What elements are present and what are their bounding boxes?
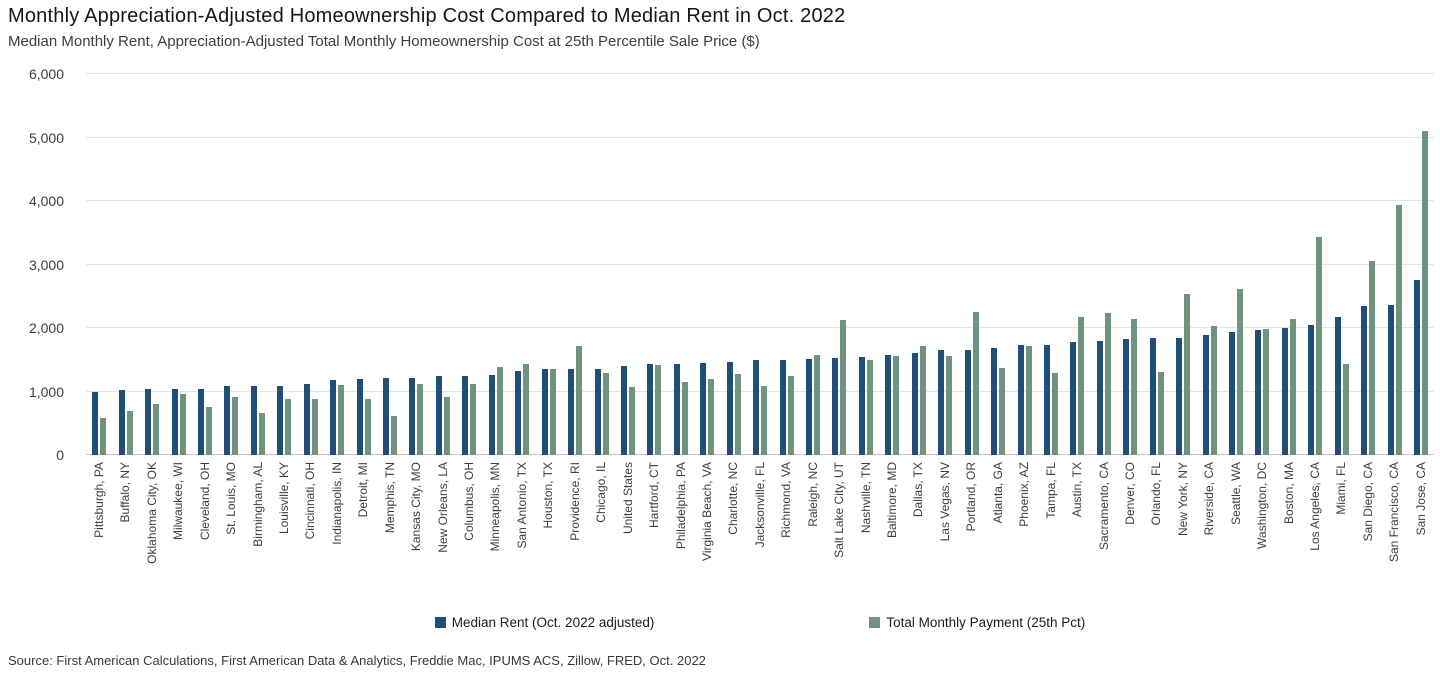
- legend-swatch-total-payment-icon: [869, 617, 880, 628]
- x-axis-label-cell: [139, 462, 165, 614]
- bar-total-payment: [603, 373, 609, 456]
- chart-title: Monthly Appreciation-Adjusted Homeownership Cost Compared to Median Rent in Oct. 2022: [8, 5, 846, 27]
- x-axis-label: Seattle, WA: [1228, 462, 1243, 525]
- x-axis-label-cell: [350, 462, 376, 614]
- bar-median-rent: [885, 355, 891, 455]
- x-axis-label: Louisville, KY: [276, 462, 291, 535]
- bar-group: [906, 74, 932, 455]
- bar-group: [1249, 74, 1275, 455]
- x-axis-label: Sacramento, CA: [1096, 462, 1111, 551]
- bar-group: [430, 74, 456, 455]
- x-axis-label-cell: [1091, 462, 1117, 614]
- x-axis-label-cell: [403, 462, 429, 614]
- y-tick-label: 4,000: [28, 193, 64, 209]
- bar-total-payment: [1105, 313, 1111, 455]
- legend-swatch-median-rent-icon: [435, 617, 446, 628]
- bar-median-rent: [436, 376, 442, 455]
- bar-total-payment: [1316, 237, 1322, 455]
- x-axis-label: Buffalo, NY: [118, 462, 133, 523]
- bar-total-payment: [417, 384, 423, 455]
- bar-group: [86, 74, 112, 455]
- bar-total-payment: [1343, 364, 1349, 455]
- x-axis-label: Philadelphia, PA: [673, 462, 688, 550]
- bar-group: [1011, 74, 1037, 455]
- x-axis-label: Las Vegas, NV: [937, 462, 952, 542]
- bar-total-payment: [576, 346, 582, 455]
- x-axis-label-cell: [165, 462, 191, 614]
- y-tick-label: 0: [56, 447, 64, 463]
- bar-group: [800, 74, 826, 455]
- x-axis-label-cell: [773, 462, 799, 614]
- bar-total-payment: [444, 397, 450, 455]
- x-axis-label-cell: [1117, 462, 1143, 614]
- x-axis-label: Nashville, TN: [858, 462, 873, 534]
- x-axis-label-cell: [826, 462, 852, 614]
- x-axis-label: San Diego, CA: [1360, 462, 1375, 542]
- bar-median-rent: [542, 369, 548, 455]
- bar-total-payment: [100, 418, 106, 456]
- bar-group: [245, 74, 271, 455]
- x-axis-label-cell: [509, 462, 535, 614]
- x-axis-label-cell: [1355, 462, 1381, 614]
- bar-median-rent: [383, 378, 389, 455]
- x-axis-label: Tampa, FL: [1043, 462, 1058, 519]
- bar-group: [958, 74, 984, 455]
- x-axis-label-cell: [86, 462, 112, 614]
- bar-group: [1408, 74, 1434, 455]
- x-axis-label: United States: [620, 462, 635, 535]
- bar-total-payment: [153, 404, 159, 455]
- bar-total-payment: [708, 379, 714, 455]
- bar-total-payment: [312, 399, 318, 456]
- bar-total-payment: [1211, 326, 1217, 456]
- y-axis-tick-labels: [4, 66, 64, 463]
- bar-total-payment: [127, 411, 133, 455]
- y-tick-label: 1,000: [28, 383, 64, 400]
- bar-group: [324, 74, 350, 455]
- bar-median-rent: [727, 362, 733, 455]
- bar-total-payment: [946, 356, 952, 455]
- bar-median-rent: [1388, 305, 1394, 456]
- x-axis-label: San Jose, CA: [1413, 462, 1428, 536]
- bar-group: [1038, 74, 1064, 455]
- x-axis-label: Los Angeles, CA: [1308, 462, 1323, 551]
- bar-median-rent: [1335, 317, 1341, 455]
- bar-median-rent: [515, 371, 521, 456]
- x-axis-label: Atlanta, GA: [990, 462, 1005, 524]
- bar-total-payment: [523, 364, 529, 455]
- bar-median-rent: [277, 386, 283, 455]
- x-axis-label-cell: [800, 462, 826, 614]
- x-axis-label-cell: [853, 462, 879, 614]
- x-axis-label: Raleigh, NC: [805, 462, 820, 527]
- bar-median-rent: [357, 379, 363, 455]
- bar-total-payment: [788, 376, 794, 455]
- bar-total-payment: [470, 384, 476, 455]
- x-axis-label: St. Louis, MO: [224, 462, 239, 535]
- bar-group: [747, 74, 773, 455]
- bar-total-payment: [629, 387, 635, 455]
- x-axis-label-cell: [721, 462, 747, 614]
- bar-total-payment: [338, 385, 344, 455]
- bar-total-payment: [285, 399, 291, 456]
- x-axis-label: Providence, RI: [567, 462, 582, 541]
- bar-group: [1355, 74, 1381, 455]
- x-axis-label: Columbus, OH: [462, 462, 477, 541]
- x-axis-label-cell: [218, 462, 244, 614]
- x-axis-label-cell: [694, 462, 720, 614]
- bar-group: [1381, 74, 1407, 455]
- bar-group: [853, 74, 879, 455]
- bar-group: [1064, 74, 1090, 455]
- x-axis-label-cell: [1170, 462, 1196, 614]
- bar-total-payment: [1290, 319, 1296, 456]
- bar-total-payment: [550, 369, 556, 455]
- bar-median-rent: [1044, 345, 1050, 455]
- bar-group: [1144, 74, 1170, 455]
- bar-median-rent: [409, 378, 415, 456]
- bar-median-rent: [1414, 280, 1420, 455]
- bar-group: [562, 74, 588, 455]
- bar-median-rent: [198, 389, 204, 455]
- bar-group: [377, 74, 403, 455]
- x-axis-label-cell: [324, 462, 350, 614]
- bar-chart-plot: [28, 66, 1434, 564]
- bar-total-payment: [497, 367, 503, 455]
- bar-group: [1276, 74, 1302, 455]
- x-axis-label-cell: [1223, 462, 1249, 614]
- bar-median-rent: [1308, 325, 1314, 455]
- x-axis-label: Virginia Beach, VA: [699, 462, 714, 561]
- bar-median-rent: [965, 350, 971, 455]
- x-axis-label-cell: [1302, 462, 1328, 614]
- bar-total-payment: [1422, 131, 1428, 456]
- bar-group: [615, 74, 641, 455]
- bar-total-payment: [735, 374, 741, 455]
- x-axis-label: Dallas, TX: [911, 462, 926, 518]
- x-axis-label-cell: [958, 462, 984, 614]
- bar-total-payment: [1026, 346, 1032, 455]
- bar-total-payment: [259, 413, 265, 455]
- x-axis-label-cell: [985, 462, 1011, 614]
- bar-median-rent: [859, 357, 865, 455]
- legend-label-total-payment: Total Monthly Payment (25th Pct): [886, 615, 1086, 630]
- bar-group: [350, 74, 376, 455]
- bar-groups: [86, 74, 1434, 455]
- bar-total-payment: [1237, 289, 1243, 455]
- bar-total-payment: [1396, 205, 1402, 455]
- x-axis-label: Jacksonville, FL: [752, 462, 767, 548]
- bar-group: [694, 74, 720, 455]
- x-axis-label-cell: [668, 462, 694, 614]
- x-axis-label: Detroit, MI: [356, 462, 371, 518]
- x-axis-label: Oklahoma City, OK: [144, 462, 159, 564]
- bar-median-rent: [912, 353, 918, 455]
- bar-median-rent: [700, 363, 706, 455]
- x-axis-label: San Antonio, TX: [514, 462, 529, 549]
- x-axis-label: Minneapolis, MN: [488, 462, 503, 552]
- x-axis-label: New Orleans, LA: [435, 462, 450, 553]
- x-axis-label: Phoenix, AZ: [1017, 462, 1032, 527]
- bar-total-payment: [391, 416, 397, 455]
- x-axis-label: Houston, TX: [541, 462, 556, 529]
- bar-median-rent: [1255, 330, 1261, 455]
- bar-group: [456, 74, 482, 455]
- x-axis-label-cell: [112, 462, 138, 614]
- bar-group: [192, 74, 218, 455]
- x-axis-label-cell: [615, 462, 641, 614]
- bar-group: [1329, 74, 1355, 455]
- bar-median-rent: [119, 390, 125, 455]
- bar-group: [509, 74, 535, 455]
- x-axis-label-cell: [562, 462, 588, 614]
- x-axis-label: Boston, MA: [1281, 462, 1296, 525]
- x-axis-label-cell: [245, 462, 271, 614]
- bar-total-payment: [682, 382, 688, 455]
- bar-group: [271, 74, 297, 455]
- y-tick-label: 3,000: [28, 256, 64, 273]
- bar-total-payment: [1263, 329, 1269, 455]
- x-axis-label-cell: [641, 462, 667, 614]
- x-axis-label-cell: [430, 462, 456, 614]
- x-axis-label: Salt Lake City, UT: [832, 462, 847, 558]
- x-axis-label-cell: [1011, 462, 1037, 614]
- bar-median-rent: [832, 358, 838, 455]
- x-axis-label-cell: [1408, 462, 1434, 614]
- bar-median-rent: [1150, 338, 1156, 456]
- bar-group: [218, 74, 244, 455]
- x-axis-label: Cincinnati, OH: [303, 462, 318, 540]
- bar-median-rent: [674, 364, 680, 455]
- legend-item-total-payment: [869, 615, 1085, 630]
- bar-median-rent: [621, 366, 627, 455]
- bar-group: [298, 74, 324, 455]
- bar-total-payment: [232, 397, 238, 455]
- bar-group: [985, 74, 1011, 455]
- bar-group: [1091, 74, 1117, 455]
- bar-median-rent: [568, 369, 574, 455]
- x-axis-label-cell: [1196, 462, 1222, 614]
- x-axis-label: Riverside, CA: [1202, 462, 1217, 536]
- bar-median-rent: [991, 348, 997, 455]
- bar-group: [641, 74, 667, 455]
- bar-total-payment: [1131, 319, 1137, 455]
- bar-median-rent: [489, 375, 495, 455]
- bar-group: [826, 74, 852, 455]
- x-axis-label-cell: [1381, 462, 1407, 614]
- bar-median-rent: [938, 350, 944, 455]
- bar-group: [1196, 74, 1222, 455]
- x-axis-label: Hartford, CT: [647, 462, 662, 529]
- x-axis-label: Charlotte, NC: [726, 462, 741, 535]
- x-axis-label: San Francisco, CA: [1387, 462, 1402, 563]
- x-axis-label: Birmingham, AL: [250, 462, 265, 547]
- bar-median-rent: [330, 380, 336, 455]
- bar-total-payment: [1184, 294, 1190, 455]
- x-axis-city-labels: [86, 462, 1434, 614]
- bar-group: [1170, 74, 1196, 455]
- bar-total-payment: [893, 356, 899, 455]
- bar-median-rent: [1176, 338, 1182, 456]
- x-axis-label: Orlando, FL: [1149, 462, 1164, 526]
- bar-total-payment: [365, 399, 371, 455]
- bar-total-payment: [973, 312, 979, 456]
- bar-median-rent: [224, 386, 230, 455]
- bar-group: [403, 74, 429, 455]
- x-axis-label-cell: [298, 462, 324, 614]
- bar-total-payment: [867, 360, 873, 455]
- bar-group: [932, 74, 958, 455]
- bar-median-rent: [806, 359, 812, 456]
- bar-group: [668, 74, 694, 455]
- bar-group: [1223, 74, 1249, 455]
- x-axis-label-cell: [588, 462, 614, 614]
- legend: [86, 615, 1434, 630]
- bar-total-payment: [1369, 261, 1375, 455]
- x-axis-label: Memphis, TN: [382, 462, 397, 534]
- bar-median-rent: [647, 364, 653, 455]
- bar-group: [588, 74, 614, 455]
- bar-median-rent: [780, 360, 786, 455]
- bar-median-rent: [251, 386, 257, 455]
- bar-median-rent: [1018, 345, 1024, 455]
- bar-median-rent: [1097, 341, 1103, 455]
- x-axis-label-cell: [747, 462, 773, 614]
- x-axis-label-cell: [271, 462, 297, 614]
- y-tick-label: 2,000: [28, 320, 64, 336]
- x-axis-label-cell: [1249, 462, 1275, 614]
- bar-median-rent: [92, 392, 98, 455]
- bar-group: [139, 74, 165, 455]
- x-axis-label: Baltimore, MD: [885, 462, 900, 539]
- bar-group: [721, 74, 747, 455]
- x-axis-label: Cleveland, OH: [197, 462, 212, 541]
- x-axis-label-cell: [456, 462, 482, 614]
- bar-total-payment: [206, 407, 212, 455]
- bar-group: [1117, 74, 1143, 455]
- chart-subtitle: Median Monthly Rent, Appreciation-Adjusted Total Monthly Homeownership Cost at 25th Percentile Sale Price ($): [8, 33, 760, 50]
- bar-total-payment: [999, 368, 1005, 455]
- source-note: Source: First American Calculations, First American Data & Analytics, Freddie Mac, IPUMS ACS, Zillow, FRED, Oct. 2022: [8, 653, 706, 668]
- bar-total-payment: [180, 394, 186, 455]
- bar-total-payment: [761, 386, 767, 455]
- bar-group: [483, 74, 509, 455]
- bar-median-rent: [462, 376, 468, 455]
- bar-median-rent: [1282, 328, 1288, 455]
- x-axis-label: Portland, OR: [964, 462, 979, 532]
- legend-label-median-rent: Median Rent (Oct. 2022 adjusted): [451, 615, 655, 630]
- x-axis-label: Denver, CO: [1122, 462, 1137, 525]
- bar-group: [112, 74, 138, 455]
- bar-total-payment: [840, 320, 846, 455]
- bar-median-rent: [1070, 342, 1076, 455]
- bar-median-rent: [1203, 335, 1209, 455]
- x-axis-label-cell: [879, 462, 905, 614]
- bar-median-rent: [753, 360, 759, 455]
- x-axis-label-cell: [1038, 462, 1064, 614]
- bar-median-rent: [304, 384, 310, 455]
- x-axis-label-cell: [483, 462, 509, 614]
- y-tick-label: 5,000: [28, 129, 64, 146]
- bar-total-payment: [920, 346, 926, 455]
- x-axis-label: Kansas City, MO: [409, 462, 424, 552]
- x-axis-label: New York, NY: [1175, 462, 1190, 537]
- legend-item-median-rent: [435, 615, 655, 630]
- x-axis-label: Austin, TX: [1070, 462, 1085, 518]
- bar-group: [773, 74, 799, 455]
- x-axis-label: Pittsburgh, PA: [91, 462, 106, 538]
- bar-total-payment: [1052, 373, 1058, 455]
- bar-median-rent: [172, 389, 178, 455]
- x-axis-label-cell: [535, 462, 561, 614]
- x-axis-label: Washington, DC: [1255, 462, 1270, 549]
- x-axis-label-cell: [932, 462, 958, 614]
- bar-total-payment: [1078, 317, 1084, 455]
- x-axis-label: Richmond, VA: [779, 462, 794, 538]
- x-axis-label-cell: [377, 462, 403, 614]
- bar-group: [879, 74, 905, 455]
- bar-median-rent: [145, 389, 151, 455]
- bar-total-payment: [814, 355, 820, 455]
- bar-median-rent: [1123, 339, 1129, 455]
- x-axis-label-cell: [1276, 462, 1302, 614]
- x-axis-label-cell: [192, 462, 218, 614]
- bar-total-payment: [1158, 372, 1164, 455]
- x-axis-label: Milwaukee, WI: [171, 462, 186, 541]
- bar-median-rent: [1229, 332, 1235, 455]
- x-axis-label: Miami, FL: [1334, 462, 1349, 515]
- x-axis-label-cell: [1329, 462, 1355, 614]
- bar-group: [535, 74, 561, 455]
- bar-group: [1302, 74, 1328, 455]
- bar-total-payment: [655, 365, 661, 455]
- bar-group: [165, 74, 191, 455]
- x-axis-label-cell: [1064, 462, 1090, 614]
- x-axis-label: Indianapolis, IN: [329, 462, 344, 545]
- x-axis-label: Chicago, IL: [594, 462, 609, 523]
- bar-median-rent: [1361, 306, 1367, 455]
- y-tick-label: 6,000: [28, 66, 64, 82]
- bar-median-rent: [595, 369, 601, 455]
- x-axis-label-cell: [906, 462, 932, 614]
- x-axis-label-cell: [1144, 462, 1170, 614]
